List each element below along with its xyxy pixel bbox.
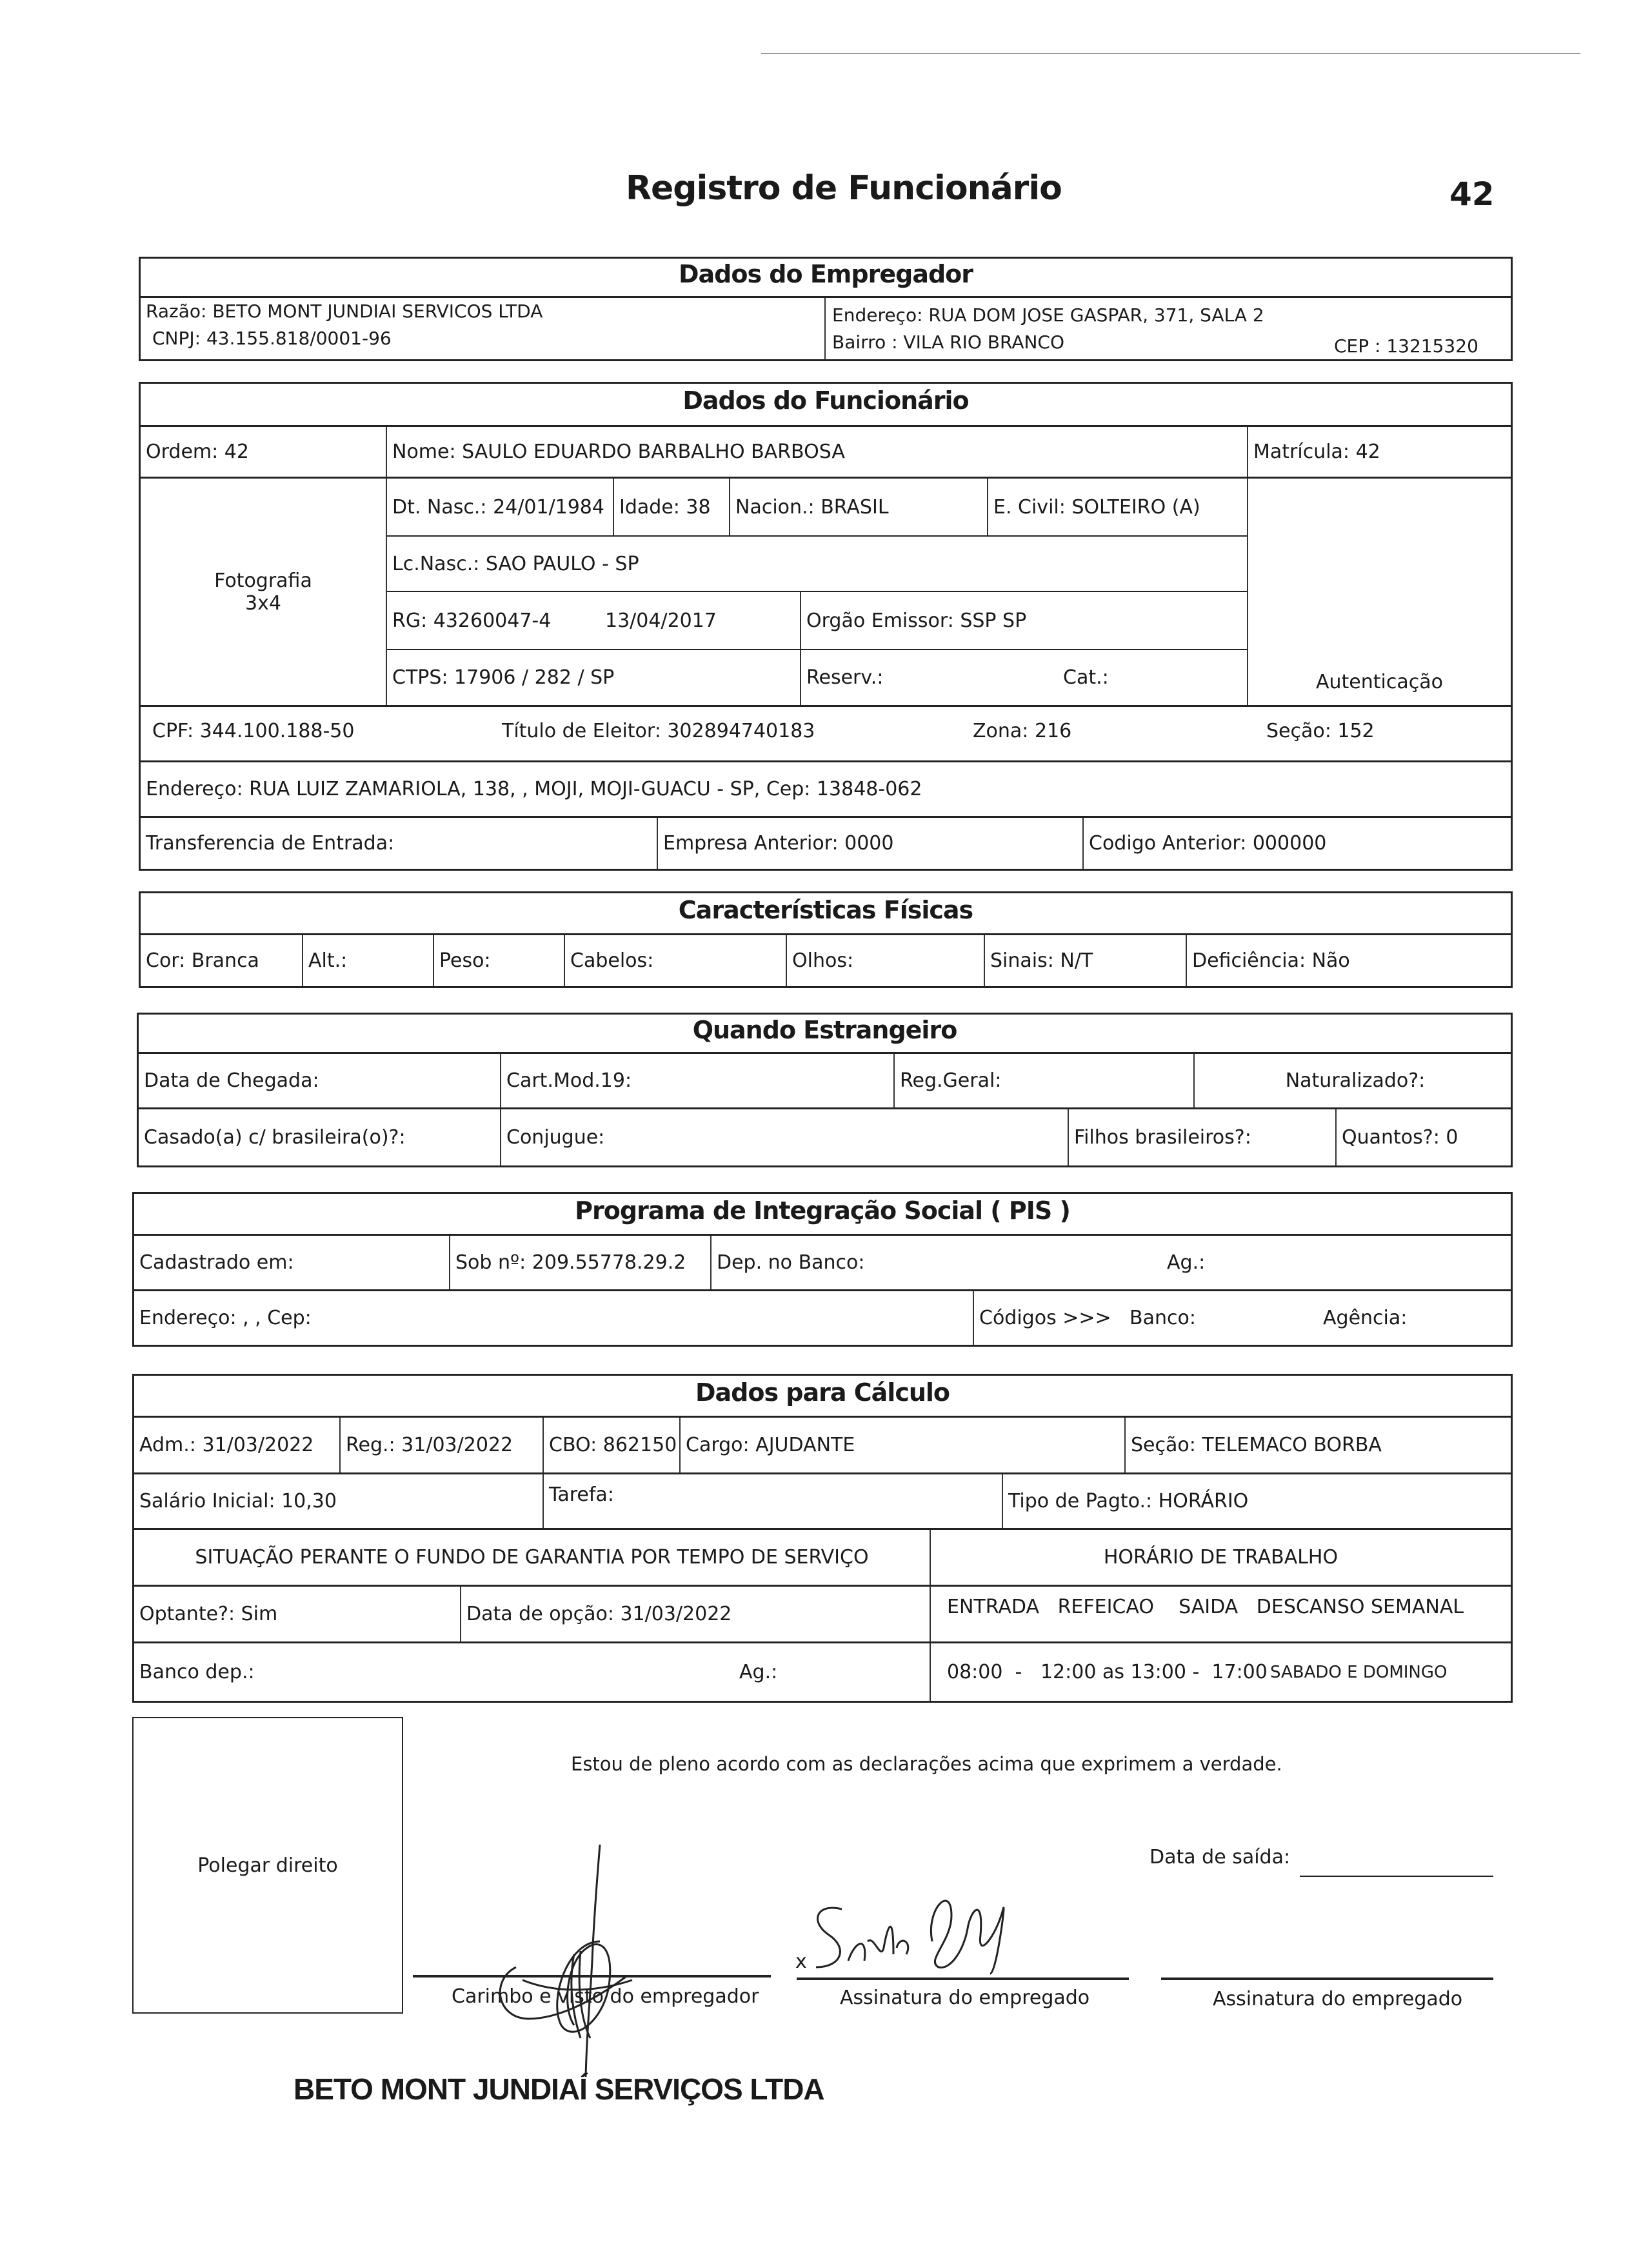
calc-row-2: [134, 1472, 1511, 1528]
bank-code: Banco:: [1130, 1307, 1196, 1329]
children-count: Quantos?: 0: [1335, 1109, 1511, 1165]
skin-color: Cor: Branca: [146, 949, 259, 972]
birth-row: [387, 479, 1248, 535]
agency-code: Agência:: [1323, 1307, 1408, 1329]
employee-signature-line-2: [1161, 1977, 1493, 1980]
birth-date: Dt. Nasc.: 24/01/1984: [392, 495, 604, 519]
section-title: Características Físicas: [678, 896, 973, 924]
employer-stamp-label: Carimbo e visto do empregador: [452, 1985, 759, 2008]
category: Cat.:: [1063, 666, 1109, 689]
employee-detail-block: [141, 477, 1511, 705]
section-title: Dados do Empregador: [678, 260, 973, 288]
employee-name-row: [141, 425, 1511, 477]
documents-row: [141, 705, 1511, 760]
thumbprint-box: [132, 1717, 403, 2014]
section-title: Programa de Integração Social ( PIS ): [575, 1196, 1070, 1225]
job-title: Cargo: AJUDANTE: [679, 1418, 1124, 1472]
previous-company: Empresa Anterior: 0000: [657, 818, 1082, 869]
photo-size: 3x4: [245, 591, 281, 615]
ordem: Ordem: 42: [146, 441, 249, 463]
spouse: Conjugue:: [500, 1109, 1068, 1165]
fgts-optant: Optante?: Sim: [139, 1603, 278, 1625]
employee-section: [139, 382, 1513, 871]
pis-number: Sob nº: 209.55778.29.2: [449, 1236, 710, 1289]
pis-row-2: [134, 1289, 1511, 1345]
cbo: CBO: 862150: [542, 1418, 679, 1472]
marks: Sinais: N/T: [984, 935, 1186, 986]
employee-address: Endereço: RUA LUIZ ZAMARIOLA, 138, , MOJI, MOJI-GUACU - SP, Cep: 13848-062: [146, 778, 922, 800]
eyes: Olhos:: [786, 935, 984, 986]
transfer-row: [141, 816, 1511, 869]
employer-address: Endereço: RUA DOM JOSE GASPAR, 371, SALA 2: [832, 304, 1264, 326]
bank-deposit: Dep. no Banco:: [710, 1236, 1162, 1289]
ctps: CTPS: 17906 / 282 / SP: [392, 666, 615, 689]
section-title: Dados para Cálculo: [695, 1378, 950, 1407]
employee-signature-label: Assinatura do empregado: [840, 1987, 1090, 2009]
employer-section: [139, 257, 1513, 361]
payment-type: Tipo de Pagto.: HORÁRIO: [1002, 1474, 1511, 1528]
rg-number: RG: 43260047-4: [392, 609, 552, 632]
pis-address: Endereço: , , Cep:: [139, 1307, 312, 1329]
birthplace: Lc.Nasc.: SAO PAULO - SP: [392, 552, 639, 575]
deposit-bank: Banco dep.:: [139, 1661, 255, 1683]
authentication-box: [1247, 479, 1511, 705]
rg-row: [387, 591, 1248, 649]
registered-at: Cadastrado em:: [139, 1251, 294, 1274]
calc-row-3: [134, 1528, 1511, 1585]
voter-section: Seção: 152: [1266, 720, 1375, 742]
matricula: Matrícula: 42: [1247, 427, 1511, 477]
calculation-section: [132, 1374, 1513, 1703]
reservista: Reserv.:: [800, 650, 1058, 705]
document-title: Registro de Funcionário: [626, 169, 1062, 208]
physical-section: [139, 891, 1513, 988]
option-date: Data de opção: 31/03/2022: [460, 1587, 930, 1641]
disability: Deficiência: Não: [1186, 935, 1511, 986]
hair: Cabelos:: [564, 935, 786, 986]
authentication-label: Autenticação: [1316, 671, 1443, 693]
admission-date: Adm.: 31/03/2022: [139, 1434, 314, 1456]
employee-name: Nome: SAULO EDUARDO BARBALHO BARBOSA: [386, 427, 1247, 477]
employee-address-row: [141, 760, 1511, 816]
general-register: Reg.Geral:: [893, 1054, 1193, 1107]
age: Idade: 38: [613, 479, 729, 535]
declaration-text: Estou de pleno acordo com as declarações acima que exprimem a verdade.: [571, 1753, 1282, 1775]
task: Tarefa:: [542, 1474, 1002, 1528]
card-mod19: Cart.Mod.19:: [500, 1054, 893, 1107]
civil-status: E. Civil: SOLTEIRO (A): [987, 479, 1248, 535]
employer-signature-icon: [477, 1832, 645, 2090]
pis-row-1: [134, 1234, 1511, 1289]
initial-salary: Salário Inicial: 10,30: [139, 1490, 337, 1512]
registration-date: Reg.: 31/03/2022: [339, 1418, 542, 1472]
arrival-date: Data de Chegada:: [144, 1069, 319, 1092]
naturalized: Naturalizado?:: [1193, 1054, 1511, 1107]
department: Seção: TELEMACO BORBA: [1124, 1418, 1511, 1472]
calc-row-4: [134, 1585, 1511, 1641]
fgts-title: SITUAÇÃO PERANTE O FUNDO DE GARANTIA POR TEMPO DE SERVIÇO: [195, 1546, 869, 1569]
calc-row-5: [134, 1641, 1511, 1701]
previous-code: Codigo Anterior: 000000: [1082, 818, 1511, 869]
foreigner-row-1: [139, 1052, 1511, 1107]
section-title: Dados do Funcionário: [682, 386, 969, 415]
section-title: Quando Estrangeiro: [692, 1016, 957, 1044]
pis-section: [132, 1192, 1513, 1347]
foreigner-row-2: [139, 1107, 1511, 1165]
work-schedule-title: HORÁRIO DE TRABALHO: [930, 1530, 1511, 1585]
employee-fields: [386, 479, 1248, 705]
photo-label: Fotografia: [214, 569, 312, 592]
razao-social: Razão: BETO MONT JUNDIAI SERVICOS LTDA: [146, 301, 543, 322]
ctps-row: [387, 649, 1248, 705]
employee-signature-label-2: Assinatura do empregado: [1213, 1988, 1463, 2010]
scan-edge-line: [761, 53, 1580, 54]
cpf: CPF: 344.100.188-50: [152, 720, 355, 742]
deposit-agency: Ag.:: [739, 1661, 778, 1683]
physical-row: [141, 933, 1511, 986]
employer-row: [141, 296, 1511, 359]
transfer-entry: Transferencia de Entrada:: [146, 832, 395, 855]
weight: Peso:: [433, 935, 564, 986]
exit-date-label: Data de saída:: [1149, 1846, 1291, 1868]
voter-id: Título de Eleitor: 302894740183: [502, 720, 815, 742]
schedule-headers: ENTRADA REFEICAO SAIDA DESCANSO SEMANAL: [930, 1587, 1511, 1641]
rg-date: 13/04/2017: [605, 609, 717, 632]
employer-bairro: Bairro : VILA RIO BRANCO: [832, 332, 1065, 353]
calc-row-1: [134, 1416, 1511, 1472]
issuing-body: Orgão Emissor: SSP SP: [800, 592, 1248, 649]
thumbprint-label: Polegar direito: [197, 1854, 338, 1877]
cnpj: CNPJ: 43.155.818/0001-96: [152, 328, 392, 349]
foreigner-section: [137, 1013, 1513, 1167]
codes-label: Códigos >>>: [973, 1291, 1124, 1345]
voter-zone: Zona: 216: [973, 720, 1072, 742]
footer-company-name: BETO MONT JUNDIAÍ SERVIÇOS LTDA: [294, 2072, 824, 2106]
exit-date-line: [1300, 1876, 1493, 1877]
x-mark: x: [795, 1950, 807, 1973]
nationality: Nacion.: BRASIL: [729, 479, 987, 535]
height: Alt.:: [302, 935, 433, 986]
brazilian-children: Filhos brasileiros?:: [1068, 1109, 1335, 1165]
schedule-values: 08:00 - 12:00 as 13:00 - 17:00: [930, 1643, 1265, 1701]
married-brazilian: Casado(a) c/ brasileira(o)?:: [144, 1126, 406, 1149]
photo-placeholder: [141, 479, 386, 705]
weekly-rest: SABADO E DOMINGO: [1270, 1662, 1448, 1682]
pis-agency: Ag.:: [1167, 1251, 1206, 1274]
birthplace-row: [387, 535, 1248, 591]
employee-signature-icon: [803, 1870, 1048, 1980]
employer-cep: CEP : 13215320: [1334, 335, 1478, 357]
document-number: 42: [1449, 175, 1495, 213]
